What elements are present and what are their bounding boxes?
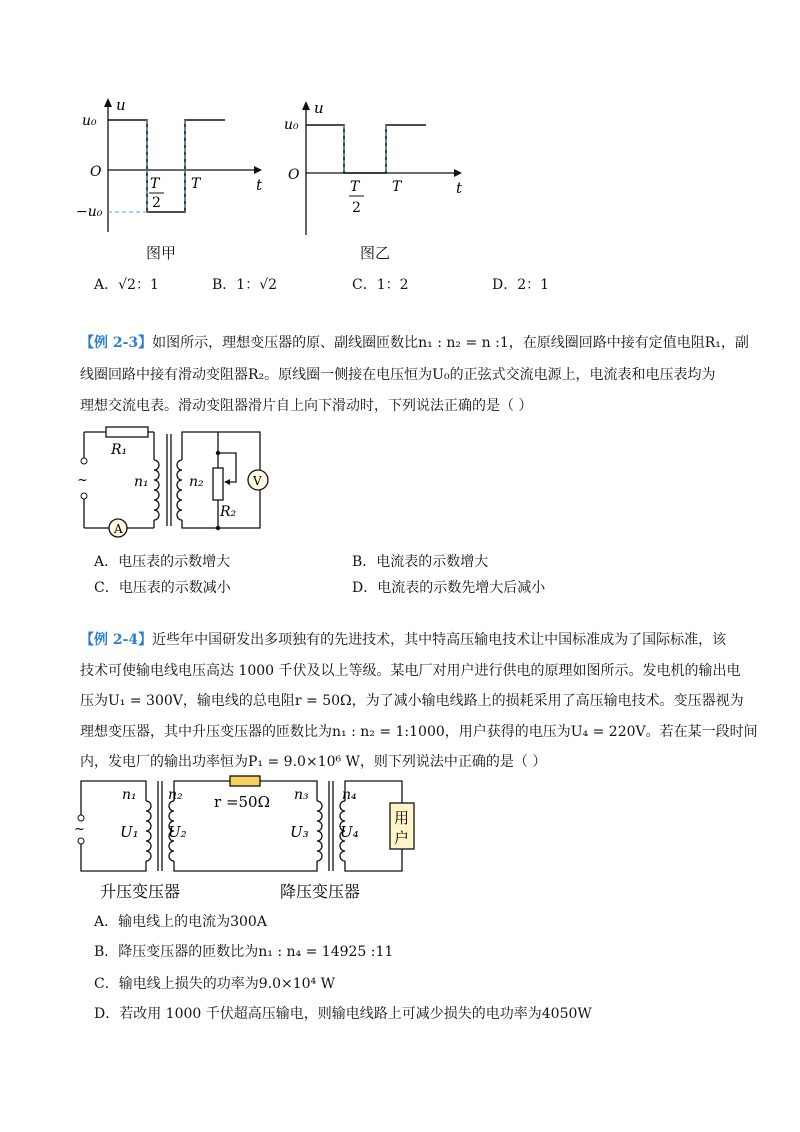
ex24-option-b: B．降压变压器的匝数比为n₁ : n₄ = 14925 :11 bbox=[94, 944, 394, 960]
graph-a-half-den: 2 bbox=[152, 195, 161, 211]
ex24-user-label-1: 用 bbox=[394, 809, 410, 827]
ex23-n2-label: n₂ bbox=[189, 474, 204, 490]
graph-b-caption: 图乙 bbox=[360, 244, 391, 262]
ex24-tag: 【例 2-4】 bbox=[80, 632, 153, 648]
ex24-step-down-label: 降压变压器 bbox=[280, 882, 361, 901]
ex24-option-d: D．若改用 1000 千伏超高压输电，则输电线路上可减少损失的电功率为4050W bbox=[94, 1006, 592, 1022]
ex24-n3-label: n₃ bbox=[294, 787, 309, 803]
ex24-u4-label: U₄ bbox=[340, 823, 359, 841]
graph-b-T: T bbox=[392, 179, 402, 195]
graph-a-t-axis-label: t bbox=[256, 176, 263, 194]
prev-option-c: C．1：2 bbox=[352, 277, 409, 293]
ex24-n4-label: n₄ bbox=[342, 787, 357, 803]
graph-b-half-num: T bbox=[350, 179, 360, 195]
ex24-source-symbol: ~ bbox=[74, 822, 85, 837]
graph-a-neg-u0: −u₀ bbox=[76, 204, 103, 220]
graph-a bbox=[76, 92, 280, 262]
graph-b-u0: u₀ bbox=[284, 117, 299, 133]
prev-option-a: A．√2：1 bbox=[94, 277, 159, 293]
ex23-r2-label: R₂ bbox=[220, 504, 237, 520]
graph-b-u-axis-label: u bbox=[314, 99, 324, 117]
ex24-line1 bbox=[80, 630, 726, 650]
ex24-line4: 理想变压器，其中升压变压器的匝数比为n₁ : n₂ = 1:1000，用户获得的电压为U₄ = 220V。若在某一段时间 bbox=[80, 724, 758, 740]
graph-b-half-den: 2 bbox=[352, 200, 361, 216]
graph-a-T: T bbox=[191, 176, 201, 192]
ex23-option-b: B．电流表的示数增大 bbox=[352, 554, 489, 570]
ex24-circuit bbox=[72, 775, 432, 905]
prev-option-d: D．2：1 bbox=[492, 277, 550, 293]
graph-a-u0: u₀ bbox=[82, 113, 97, 129]
ex24-line5: 内，发电厂的输出功率恒为P₁ = 9.0×10⁶ W，则下列说法中正确的是（ ） bbox=[80, 754, 547, 770]
ex24-n2-label: n₂ bbox=[168, 787, 183, 803]
ex23-line2: 线圈回路中接有滑动变阻器R₂。原线圈一侧接在电压恒为U₀的正弦式交流电源上，电流表和电压表均为 bbox=[80, 367, 716, 383]
graph-a-origin: O bbox=[90, 164, 102, 180]
ex23-r1-label: R₁ bbox=[111, 442, 128, 458]
ex23-n1-label: n₁ bbox=[134, 474, 149, 490]
ex24-option-c: C．输电线上损失的功率为9.0×10⁴ W bbox=[94, 976, 335, 992]
ex24-line3: 压为U₁ = 300V，输电线的总电阻r = 50Ω，为了减小输电线路上的损耗采用了高压输电技术。变压器视为 bbox=[80, 693, 744, 709]
ex24-u3-label: U₃ bbox=[290, 823, 309, 841]
ex23-line1 bbox=[80, 333, 749, 353]
ex24-n1-label: n₁ bbox=[122, 787, 137, 803]
ex23-option-a: A．电压表的示数增大 bbox=[94, 554, 231, 570]
ex23-tag: 【例 2-3】 bbox=[80, 335, 153, 351]
graph-b bbox=[282, 95, 482, 235]
prev-option-b: B．1：√2 bbox=[212, 277, 278, 293]
ex23-option-c: C．电压表的示数减小 bbox=[94, 580, 231, 596]
ex24-line2: 技术可使输电线电压高达 1000 千伏及以上等级。某电厂对用户进行供电的原理如图所示。发电机的输出电 bbox=[80, 663, 741, 679]
graph-a-u-axis-label: u bbox=[116, 96, 126, 114]
graph-b-t-axis-label: t bbox=[456, 179, 463, 197]
ex23-circuit bbox=[74, 424, 274, 544]
ex23-option-d: D．电流表的示数先增大后减小 bbox=[352, 580, 546, 596]
ex24-option-a: A．输电线上的电流为300A bbox=[94, 914, 267, 930]
ex24-u1-label: U₁ bbox=[120, 823, 139, 841]
graph-a-caption: 图甲 bbox=[146, 244, 177, 262]
ex24-r-label: r =50Ω bbox=[214, 793, 271, 811]
ex23-voltmeter-label: V bbox=[253, 474, 262, 488]
ex24-u2-label: U₂ bbox=[168, 823, 187, 841]
ex24-step-up-label: 升压变压器 bbox=[100, 882, 181, 901]
ex24-text-line1: 近些年中国研发出多项独有的先进技术，其中特高压输电技术让中国标准成为了国际标准，该 bbox=[152, 632, 727, 648]
graph-b-origin: O bbox=[288, 167, 300, 183]
ex23-source-symbol: ~ bbox=[77, 473, 88, 488]
ex24-user-label-2: 户 bbox=[394, 829, 410, 847]
graph-a-half-num: T bbox=[150, 176, 160, 192]
ex23-ammeter-label: A bbox=[114, 522, 123, 536]
ex23-text-line1: 如图所示，理想变压器的原、副线圈匝数比n₁ : n₂ = n :1，在原线圈回路中接有定值电阻R₁，副 bbox=[152, 335, 749, 351]
ex23-line3: 理想交流电表。滑动变阻器滑片自上向下滑动时，下列说法正确的是（ ） bbox=[80, 398, 533, 414]
